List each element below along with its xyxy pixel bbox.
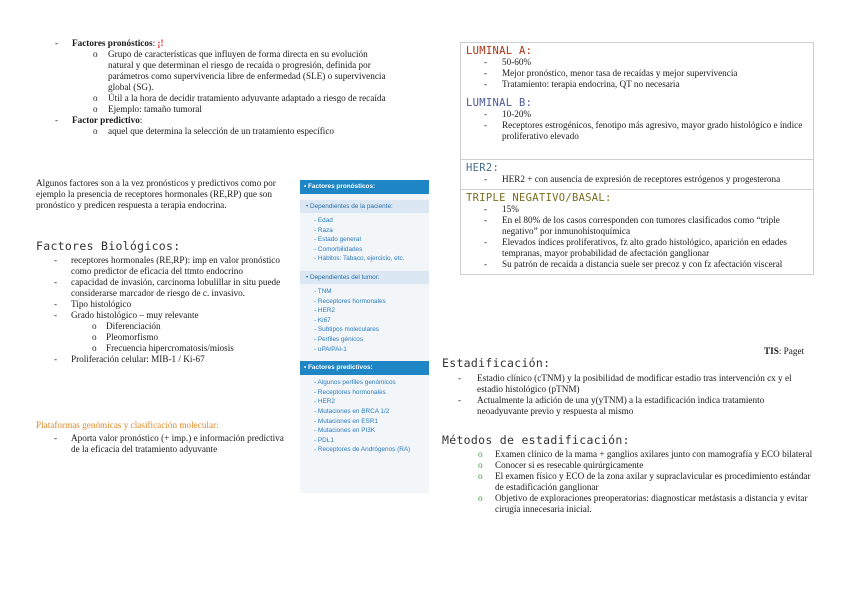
list-item: - HER2 + con ausencia de expresión de receptores estrógenos y progesterona bbox=[484, 174, 781, 184]
list-item: o Diferenciación bbox=[92, 321, 161, 331]
list-item: o Ejemplo: tamaño tumoral bbox=[93, 104, 202, 114]
section-title: LUMINAL B: bbox=[466, 97, 533, 109]
panel-item: - Mutaciones en PI3K bbox=[314, 427, 376, 435]
panel-item: - Receptores de Andrógenos (RA) bbox=[314, 446, 411, 454]
panel-header-pronosticos: • Factores pronósticos: bbox=[300, 180, 429, 194]
list-item: - Tratamiento: terapia endocrina, QT no necesaria bbox=[484, 79, 680, 89]
tis-value: : Paget bbox=[778, 346, 805, 356]
panel-list-paciente bbox=[300, 213, 429, 269]
list-item: o Grupo de características que influyen de forma directa en su evolución natural y que determinan el riesgo de recaída o progresión, definida por parámetros como supervivencia libre de enfermedad (SLE) o supervivencia global (SG). bbox=[93, 49, 386, 92]
panel-item: - uPA/PAI-1 bbox=[314, 345, 347, 353]
tis-label: TIS bbox=[764, 346, 779, 356]
panel-item: - Estado general bbox=[314, 236, 361, 244]
pronosticos-heading: - Factores pronósticos: ¡! bbox=[55, 38, 164, 48]
predictivo-label: Factor predictivo bbox=[72, 115, 140, 125]
molecular-subtypes-table bbox=[460, 42, 814, 275]
panel-item: - Edad bbox=[314, 217, 333, 224]
tis-note bbox=[764, 346, 804, 357]
list-item: o Conocer si es resecable quirúrgicamente bbox=[478, 460, 644, 470]
metodos-list bbox=[478, 449, 813, 515]
list-item: - capacidad de invasión, carcinoma lobulillar in situ puede considerarse marcador de riesgo de c. invasivo. bbox=[54, 277, 281, 298]
section-triple-negativo bbox=[461, 190, 813, 274]
panel-item: - Perfiles génicos bbox=[314, 335, 364, 343]
metodos-title: Métodos de estadificación: bbox=[442, 433, 630, 447]
panel-item: - PDL1 bbox=[314, 436, 334, 444]
panel-item: - Algunos perfiles genómicos bbox=[314, 379, 396, 387]
factores-biologicos-list bbox=[54, 255, 294, 365]
panel-item: - Receptores hormonales bbox=[314, 297, 386, 305]
list-item: o El examen físico y ECO de la zona axilar y supraclavicular es procedimiento estándar de estadificación ganglionar bbox=[478, 471, 811, 492]
exclamation-mark: ¡! bbox=[157, 38, 164, 48]
list-item: - Su patrón de recaída a distancia suele ser precoz y con fz afectación visceral bbox=[484, 259, 783, 269]
list-item: o Pleomorfismo bbox=[92, 332, 159, 342]
plataformas-title: Plataformas genómicas y clasificación molecular: bbox=[36, 420, 219, 430]
panel-item: - HER2 bbox=[314, 398, 335, 406]
panel-item: - HER2 bbox=[314, 307, 335, 315]
list-item: - Mejor pronóstico, menor tasa de recaídas y mejor supervivencia bbox=[484, 68, 738, 78]
list-item: o aquel que determina la selección de un tratamiento específico bbox=[93, 126, 335, 136]
list-item: o Útil a la hora de decidir tratamiento adyuvante adaptado a riesgo de recaída bbox=[93, 93, 386, 103]
panel-item: - Subtipos moleculares bbox=[314, 326, 380, 334]
pronosticos-label: Factores pronósticos bbox=[72, 38, 153, 48]
factors-panel-figure bbox=[300, 180, 429, 493]
list-item: - Elevados índices proliferativos, fz alto grado histológico, aparición en edades tempranas, mayor probabilidad de afectación ganglionar bbox=[484, 237, 787, 258]
list-item: - Estadio clínico (cTNM) y la posibilidad de modificar estadio tras intervención cx y el estadio histológico (pTNM) bbox=[458, 373, 792, 394]
list-item: o Examen clínico de la mama + ganglios axilares junto con mamografía y ECO bilateral bbox=[478, 449, 813, 459]
estadificacion-title: Estadificación: bbox=[442, 356, 551, 370]
factores-biologicos-title: Factores Biológicos: bbox=[36, 239, 181, 253]
panel-list-tumor bbox=[300, 284, 429, 359]
list-item: - Proliferación celular: MIB-1 / Ki-67 bbox=[54, 354, 205, 364]
list-item: - Actualmente la adición de una y(yTNM) a la estadificación indica tratamiento neoadyuvante previo y respuesta al mismo bbox=[458, 395, 765, 416]
list-item: - Tipo histológico bbox=[54, 299, 132, 309]
section-title: HER2: bbox=[466, 162, 500, 174]
list-item: o Objetivo de exploraciones preoperatorias: diagnosticar metástasis a distancia y evitar cirugía innecesaria inicial. bbox=[478, 493, 808, 514]
list-item: - 15% bbox=[484, 204, 519, 214]
list-item: - receptores hormonales (RE,RP): imp en valor pronóstico como predictor de eficacia del ttmto endocrino bbox=[54, 255, 280, 276]
list-item: - 50-60% bbox=[484, 57, 532, 67]
section-title: LUMINAL A: bbox=[466, 45, 533, 57]
panel-item: - Ki67 bbox=[314, 316, 331, 324]
list-item: - En el 80% de los casos corresponden con tumores clasificados como “triple negativo” por inmunohistoquímica bbox=[484, 215, 780, 236]
predictivo-heading: - Factor predictivo: bbox=[55, 115, 143, 125]
plataformas-list bbox=[54, 433, 294, 455]
estadificacion-list bbox=[458, 373, 813, 417]
panel-item: - Mutaciones en ESR1 bbox=[314, 417, 378, 425]
list-item: - Grado histológico – muy relevante bbox=[54, 310, 199, 320]
list-item: - 10-20% bbox=[484, 109, 532, 119]
section-her2 bbox=[461, 160, 813, 190]
panel-item: - Hábitos: Tabaco, ejercicio, etc. bbox=[314, 255, 405, 263]
panel-header-predictivos: • Factores predictivos: bbox=[300, 361, 429, 375]
panel-subheader-tumor: • Dependientes del tumor: bbox=[300, 271, 429, 284]
panel-item: - Receptores hormonales bbox=[314, 388, 386, 396]
panel-subheader-paciente: • Dependientes de la paciente: bbox=[300, 200, 429, 213]
panel-item: - Raza bbox=[314, 226, 333, 234]
list-item: o Frecuencia hipercromatosis/miosis bbox=[92, 343, 234, 353]
panel-list-predictivos bbox=[300, 375, 429, 460]
section-luminal-a bbox=[461, 43, 813, 160]
intro-paragraph: Algunos factores son a la vez pronósticos y predictivos como por ejemplo la presencia de receptores hormonales (RE,RP) que son pronóstico y predicen respuesta a terapia endocrina. bbox=[36, 178, 276, 210]
list-item: - Receptores estrogénicos, fenotipo más agresivo, mayor grado histológico e índice proliferativo elevado bbox=[484, 120, 803, 141]
panel-item: - Comorbilidades bbox=[314, 245, 363, 253]
list-item: - Aporta valor pronóstico (+ imp.) e información predictiva de la eficacia del tratamiento adyuvante bbox=[54, 433, 284, 454]
section-title: TRIPLE NEGATIVO/BASAL: bbox=[466, 192, 612, 204]
definitions-block bbox=[55, 38, 395, 137]
panel-item: - TNM bbox=[314, 287, 332, 295]
panel-item: - Mutaciones en BRCA 1/2 bbox=[314, 407, 390, 415]
